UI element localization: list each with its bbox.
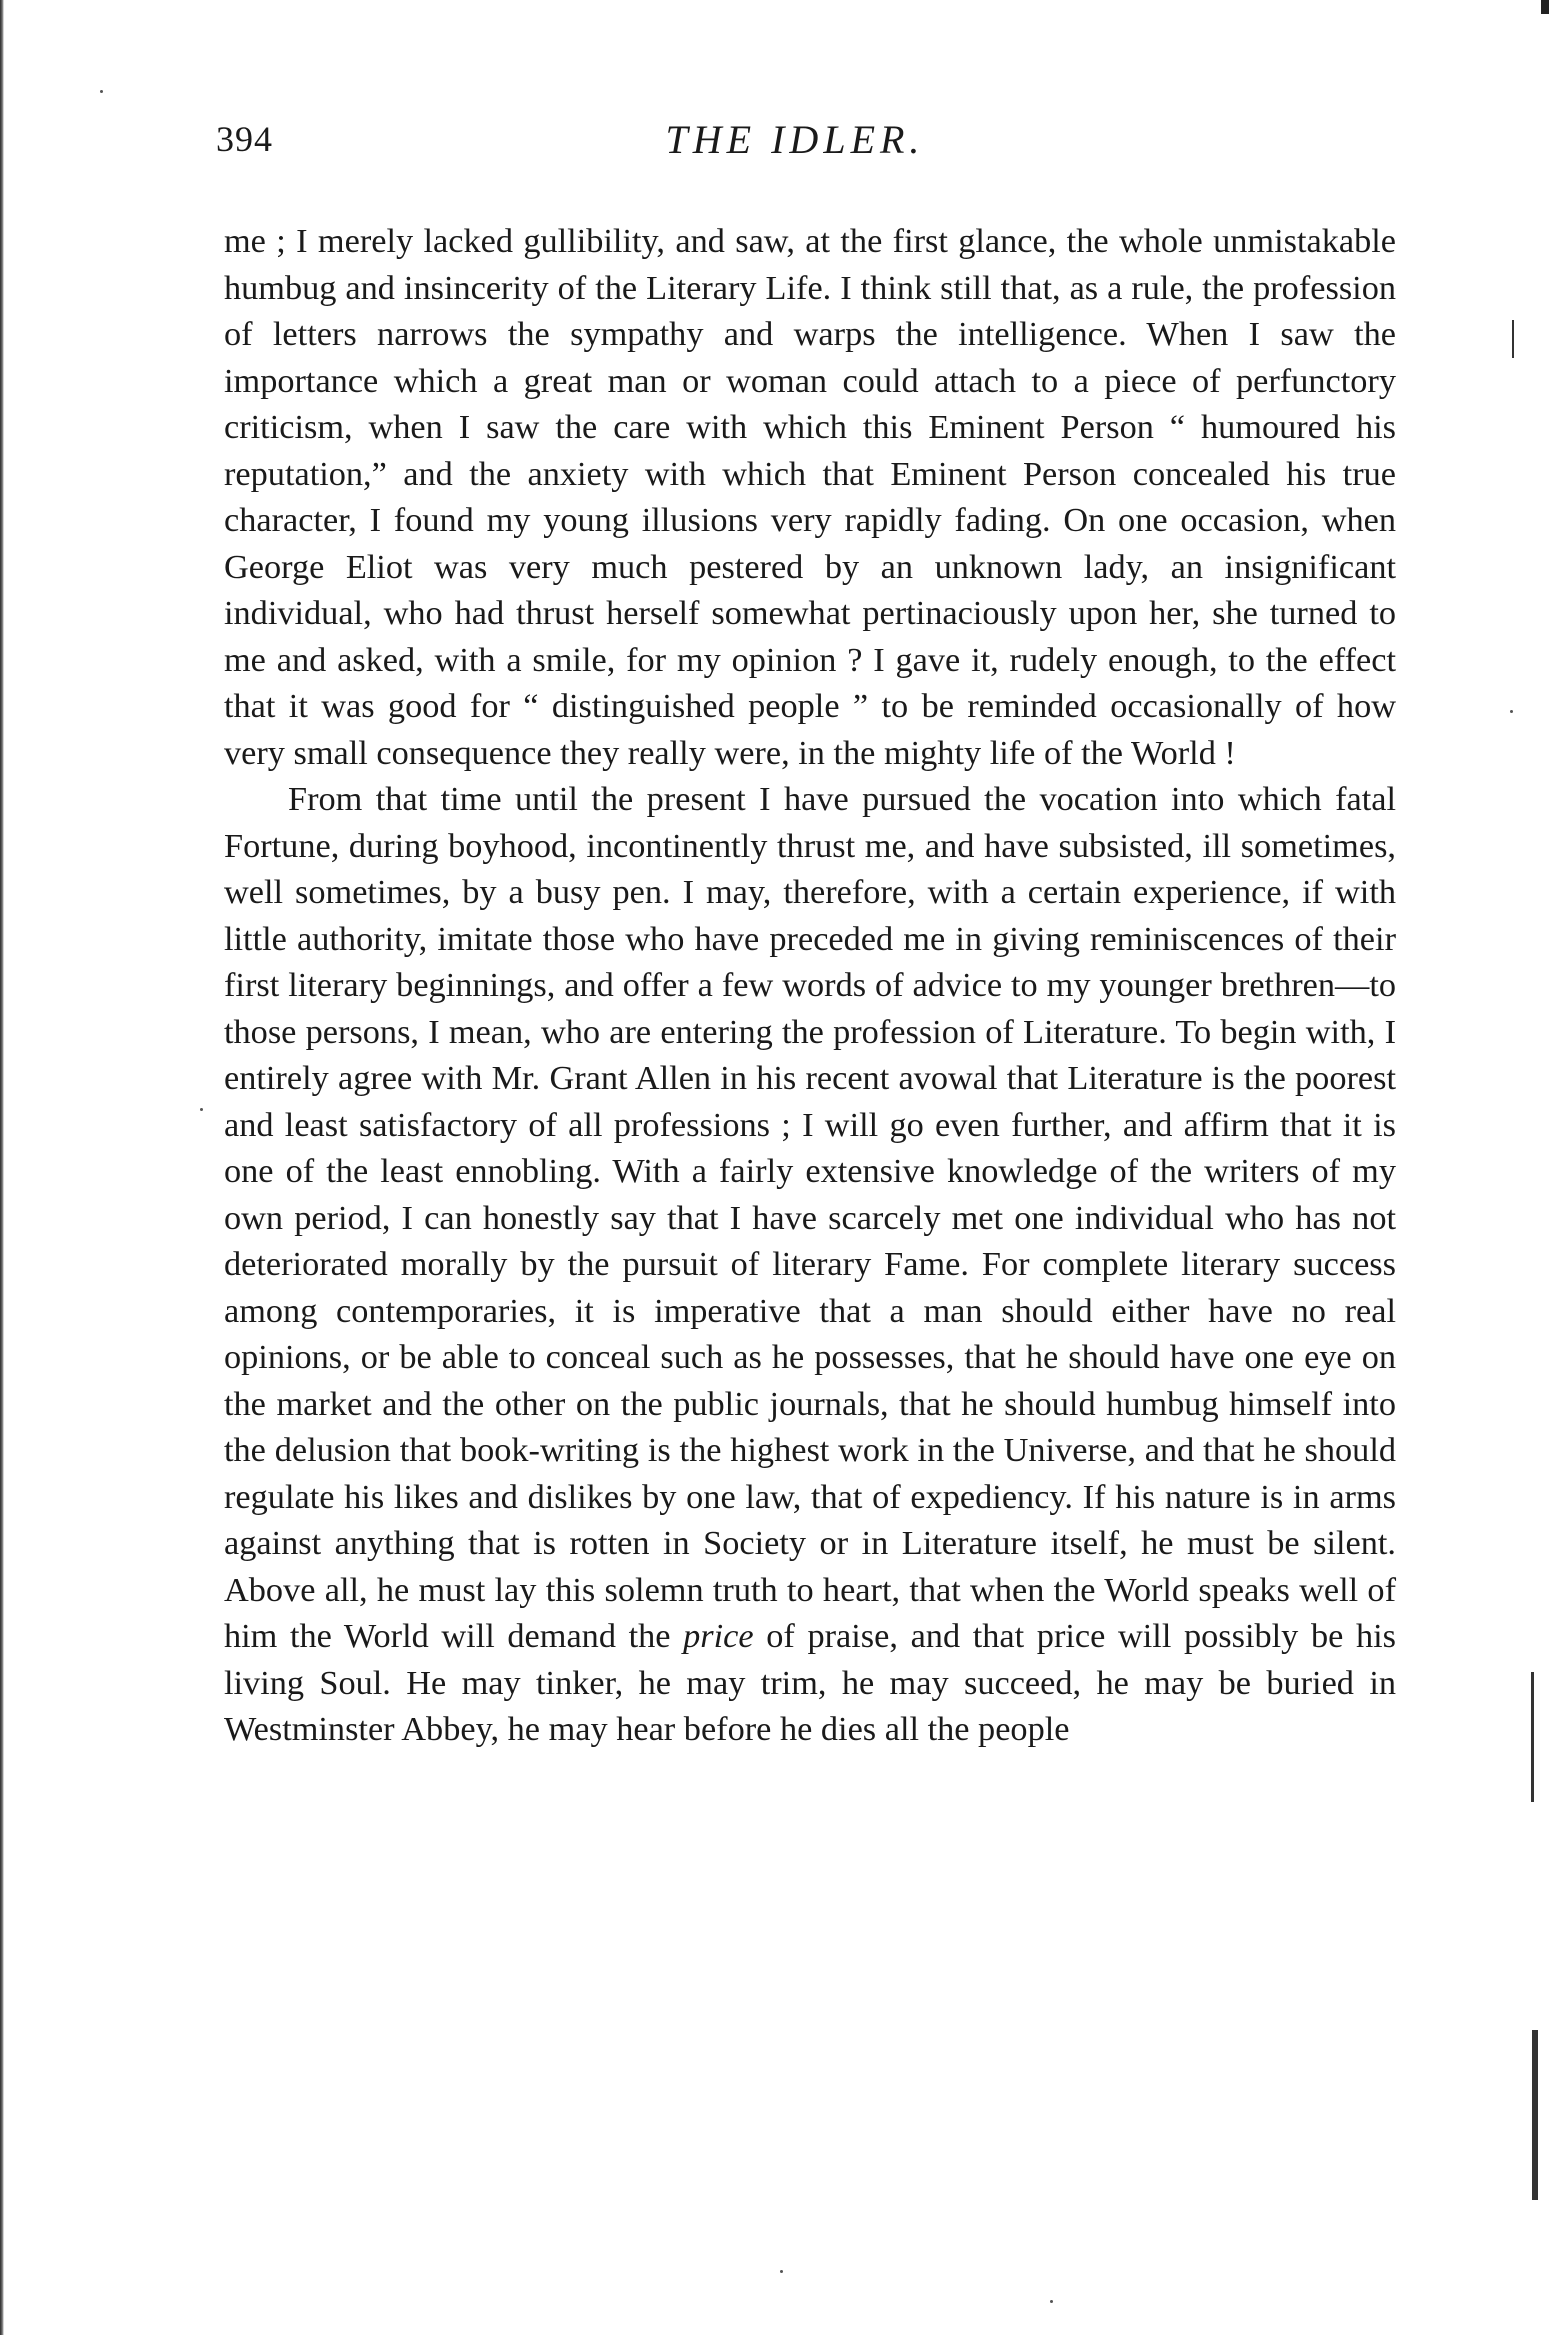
scan-speck <box>200 1108 203 1111</box>
body-text <box>224 218 1396 1753</box>
scan-binding-edge <box>0 0 4 2335</box>
scan-speck <box>1510 710 1513 713</box>
scan-speck <box>100 90 103 93</box>
paragraph-2 <box>224 776 1396 1753</box>
margin-mark-2 <box>1531 1672 1534 1802</box>
paragraph-1 <box>224 218 1396 776</box>
page-header <box>200 108 1390 168</box>
paragraph-2-text-end: of praise, and that price will possibly be his living Soul. He may tinker, he may trim, he may succeed, he may be buried in Westminster Abbey, he may hear before he dies all the people <box>224 1617 1396 1748</box>
margin-mark-3 <box>1532 2030 1538 2200</box>
italic-word-price: price <box>683 1617 754 1655</box>
margin-mark-1 <box>1512 320 1514 358</box>
paragraph-1-text: me ; I merely lacked gullibility, and saw, at the first glance, the whole unmistakable humbug and insincerity of the Literary Life. I think still that, as a rule, the profession of letters narrows the sympathy and warps the intelligence. When I saw the importance which a great man or woman could attach to a piece of perfunctory criticism, when I saw the care with which this Eminent Person “ humoured his reputation,” and the anxiety with which that Eminent Person concealed his true character, I found my young illusions very rapidly fading. On one occasion, when George Eliot was very much pestered by an unknown lady, an insignificant individual, who had thrust herself somewhat pertinaciously upon her, she turned to me and asked, with a smile, for my opinion ? I gave it, rudely enough, to the effect that it was good for “ distinguished people ” to be reminded occasionally of how very small consequence they really were, in the mighty life of the World ! <box>224 222 1396 772</box>
scan-speck <box>1050 2300 1053 2303</box>
running-title: THE IDLER. <box>665 117 925 162</box>
paragraph-2-text-start: From that time until the present I have pursued the vocation into which fatal Fortune, during boyhood, incontinently thrust me, and have subsisted, ill sometimes, well sometimes, by a busy pen. I may, therefore, with a certain experience, if with little authority, imitate those who have preceded me in giving reminiscences of their first literary beginnings, and offer a few words of advice to my younger brethren—to those persons, I mean, who are entering the profession of Literature. To begin with, I entirely agree with Mr. Grant Allen in his recent avowal that Literature is the poorest and least satisfactory of all professions ; I will go even further, and affirm that it is one of the least ennobling. With a fairly extensive knowledge of the writers of my own period, I can honestly say that I have scarcely met one individual who has not deteriorated morally by the pursuit of literary Fame. For complete literary success among contemporaries, it is imperative that a man should either have no real opinions, or be able to conceal such as he possesses, that he should have one eye on the market and the other on the public journals, that he should humbug himself into the delusion that book-writing is the highest work in the Universe, and that he should regulate his likes and dislikes by one law, that of expediency. If his nature is in arms against anything that is rotten in Society or in Literature itself, he must be silent. Above all, he must lay this solemn truth to heart, that when the World speaks well of him the World will demand the <box>224 780 1396 1655</box>
scan-speck <box>780 2270 783 2273</box>
scan-corner-mark <box>1541 0 1549 14</box>
page-number: 394 <box>216 119 273 159</box>
